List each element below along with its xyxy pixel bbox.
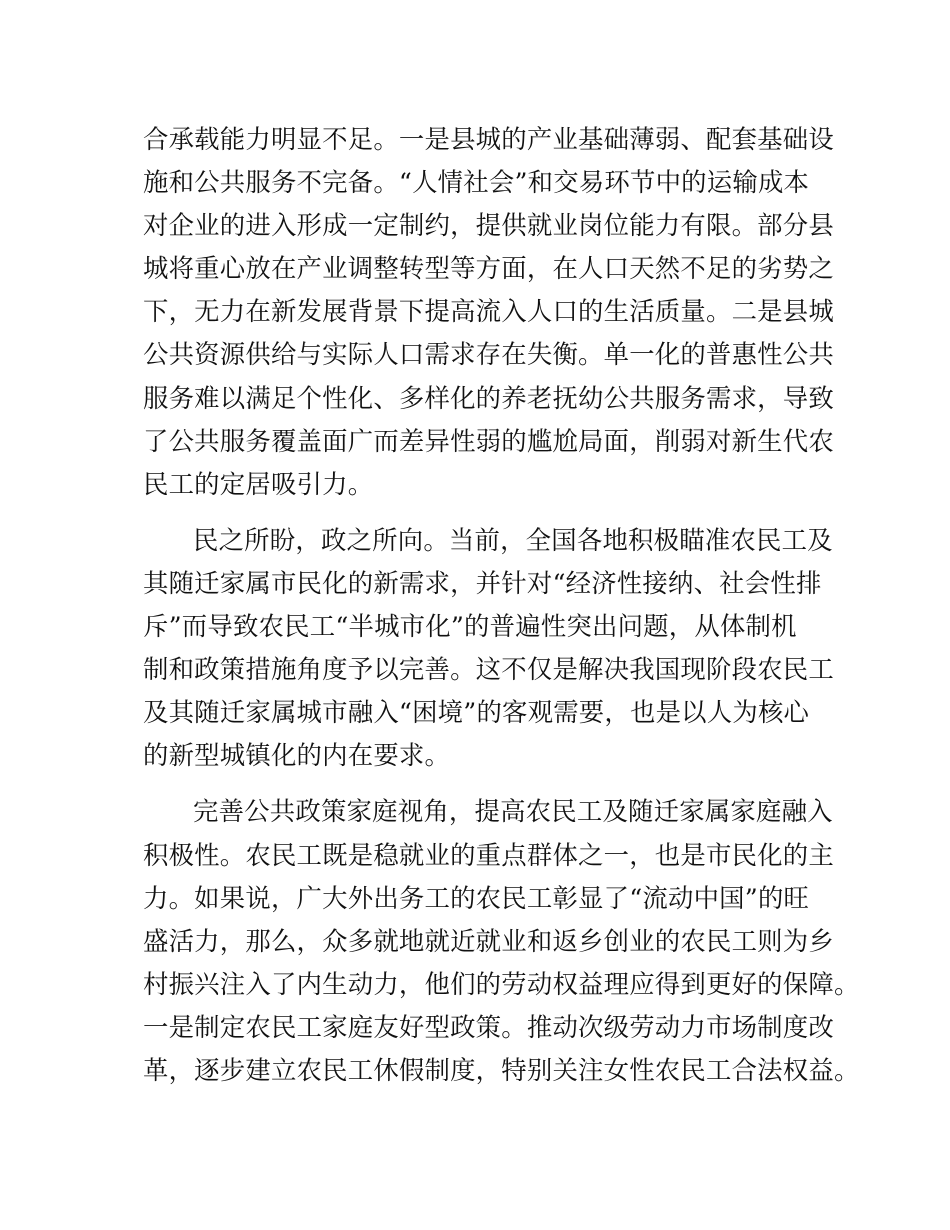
text-line: 的新型城镇化的内在要求。: [143, 740, 451, 771]
paragraph-1: [143, 118, 834, 506]
text-line: 革，逐步建立农民工休假制度，特别关注女性农民工合法权益。: [143, 1054, 860, 1085]
text-line: 对企业的进入形成一定制约，提供就业岗位能力有限。部分县: [143, 210, 834, 241]
paragraph-2: [143, 519, 834, 778]
text-line: 民工的定居吸引力。: [143, 468, 374, 499]
text-line: 服务难以满足个性化、多样化的养老抚幼公共服务需求，导致: [143, 382, 834, 413]
text-line: 其随迁家属市民化的新需求，并针对“经济性接纳、社会性排: [143, 567, 822, 598]
text-line: 完善公共政策家庭视角，提高农民工及随迁家属家庭融入: [193, 796, 833, 827]
text-line: 盛活力，那么，众多就地就近就业和返乡创业的农民工则为乡: [143, 925, 834, 956]
text-line: 村振兴注入了内生动力，他们的劳动权益理应得到更好的保障。: [143, 968, 860, 999]
text-line: 了公共服务覆盖面广而差异性弱的尴尬局面，削弱对新生代农: [143, 425, 834, 456]
text-line: 民之所盼，政之所向。当前，全国各地积极瞄准农民工及: [193, 524, 833, 555]
text-line: 公共资源供给与实际人口需求存在失衡。单一化的普惠性公共: [143, 339, 834, 370]
text-line: 下，无力在新发展背景下提高流入人口的生活质量。二是县城: [143, 296, 834, 327]
text-line: 力。如果说，广大外出务工的农民工彰显了“流动中国”的旺: [143, 882, 810, 913]
paragraph-3: [143, 790, 860, 1092]
text-line: 积极性。农民工既是稳就业的重点群体之一，也是市民化的主: [143, 839, 834, 870]
text-line: 斥”而导致农民工“半城市化”的普遍性突出问题，从体制机: [143, 611, 797, 642]
text-line: 制和政策措施角度予以完善。这不仅是解决我国现阶段农民工: [143, 654, 834, 685]
text-line: 施和公共服务不完备。“人情社会”和交易环节中的运输成本: [143, 167, 810, 198]
text-line: 一是制定农民工家庭友好型政策。推动次级劳动力市场制度改: [143, 1011, 834, 1042]
text-line: 合承载能力明显不足。一是县城的产业基础薄弱、配套基础设: [143, 124, 834, 154]
text-line: 城将重心放在产业调整转型等方面，在人口天然不足的劣势之: [143, 253, 834, 284]
text-line: 及其随迁家属城市融入“困境”的客观需要，也是以人为核心: [143, 697, 810, 728]
document-body: [143, 118, 860, 1105]
